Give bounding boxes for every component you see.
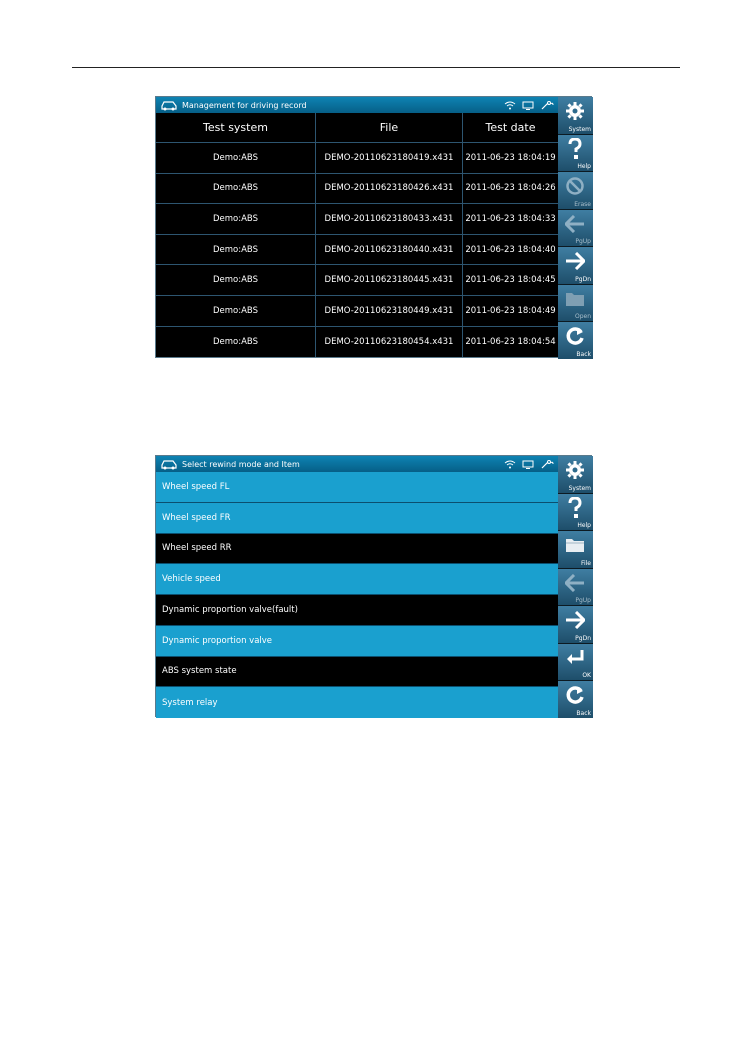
system-button-label: System bbox=[568, 484, 591, 492]
table-row[interactable] bbox=[156, 296, 558, 327]
record-table bbox=[156, 113, 558, 359]
question-icon bbox=[563, 138, 587, 160]
driving-record-screen bbox=[155, 96, 592, 358]
column-header-test-system[interactable]: Test system bbox=[156, 113, 316, 142]
ok-button-label: OK bbox=[582, 672, 591, 680]
pgup-button-label: PgUp bbox=[575, 238, 591, 246]
pgdn-button-label: PgDn bbox=[575, 275, 591, 283]
cell-test-date: 2011-06-23 18:04:45 bbox=[465, 275, 556, 286]
arrow-left-icon bbox=[563, 572, 587, 594]
back-button[interactable] bbox=[558, 681, 593, 718]
pgdn-button[interactable] bbox=[558, 247, 593, 285]
cell-file: DEMO-20110623180454.x431 bbox=[316, 327, 463, 358]
toolbar-sidebar bbox=[558, 97, 593, 359]
toolbar-sidebar bbox=[558, 456, 593, 718]
list-item[interactable]: ABS system state bbox=[156, 657, 558, 688]
column-header-test-date[interactable]: Test date bbox=[485, 121, 536, 134]
help-button-label: Help bbox=[577, 522, 591, 530]
cell-test-date: 2011-06-23 18:04:19 bbox=[465, 152, 556, 163]
file-button-label: File bbox=[580, 559, 591, 567]
list-item[interactable]: System relay bbox=[156, 687, 558, 718]
table-row[interactable] bbox=[156, 174, 558, 205]
help-button[interactable] bbox=[558, 494, 593, 532]
plug-icon bbox=[540, 460, 554, 469]
back-button-label: Back bbox=[576, 351, 591, 359]
system-button[interactable] bbox=[558, 97, 593, 135]
wifi-icon bbox=[504, 460, 516, 469]
column-header-file[interactable]: File bbox=[316, 113, 463, 142]
arrow-left-icon bbox=[563, 213, 587, 235]
cell-test-system: Demo:ABS bbox=[156, 235, 316, 265]
erase-button-label: Erase bbox=[574, 200, 591, 208]
cell-file: DEMO-20110623180419.x431 bbox=[316, 143, 463, 173]
table-row[interactable] bbox=[156, 327, 558, 358]
gear-icon bbox=[563, 100, 587, 122]
cell-test-system: Demo:ABS bbox=[156, 174, 316, 204]
prohibit-icon bbox=[563, 175, 587, 197]
plug-icon bbox=[540, 101, 554, 110]
arrow-right-icon bbox=[563, 250, 587, 272]
cell-file: DEMO-20110623180426.x431 bbox=[316, 174, 463, 204]
system-button[interactable] bbox=[558, 456, 593, 494]
cell-test-system: Demo:ABS bbox=[156, 296, 316, 326]
help-button-label: Help bbox=[577, 163, 591, 171]
folder-icon bbox=[563, 534, 587, 556]
cell-test-date: 2011-06-23 18:04:54 bbox=[465, 336, 556, 347]
titlebar bbox=[156, 456, 558, 472]
car-icon bbox=[160, 458, 178, 470]
page-header-rule bbox=[72, 67, 680, 68]
table-row[interactable] bbox=[156, 204, 558, 235]
pgdn-button-label: PgDn bbox=[575, 634, 591, 642]
arrow-right-icon bbox=[563, 609, 587, 631]
pgup-button-label: PgUp bbox=[575, 597, 591, 605]
back-button-label: Back bbox=[576, 710, 591, 718]
system-button-label: System bbox=[568, 125, 591, 133]
list-item[interactable]: Wheel speed FR bbox=[156, 503, 558, 534]
cell-test-system: Demo:ABS bbox=[156, 143, 316, 173]
question-icon bbox=[563, 497, 587, 519]
list-item[interactable]: Dynamic proportion valve(fault) bbox=[156, 595, 558, 626]
window-title: Management for driving record bbox=[182, 100, 307, 110]
table-header-row bbox=[156, 113, 558, 143]
list-item[interactable]: Wheel speed FL bbox=[156, 472, 558, 503]
cell-file: DEMO-20110623180433.x431 bbox=[316, 204, 463, 234]
monitor-icon bbox=[522, 460, 534, 469]
cell-test-date: 2011-06-23 18:04:40 bbox=[465, 244, 556, 255]
cell-test-system: Demo:ABS bbox=[156, 327, 316, 358]
cell-file: DEMO-20110623180445.x431 bbox=[316, 265, 463, 295]
help-button[interactable] bbox=[558, 135, 593, 173]
open-button-label: Open bbox=[574, 313, 591, 321]
file-button[interactable] bbox=[558, 531, 593, 569]
cell-file: DEMO-20110623180449.x431 bbox=[316, 296, 463, 326]
folder-icon bbox=[563, 288, 587, 310]
table-row[interactable] bbox=[156, 235, 558, 266]
rewind-item-list bbox=[156, 472, 558, 718]
list-item[interactable]: Dynamic proportion valve bbox=[156, 626, 558, 657]
table-row[interactable] bbox=[156, 265, 558, 296]
cell-test-system: Demo:ABS bbox=[156, 265, 316, 295]
cell-file: DEMO-20110623180440.x431 bbox=[316, 235, 463, 265]
cell-test-date: 2011-06-23 18:04:26 bbox=[465, 183, 556, 194]
gear-icon bbox=[563, 459, 587, 481]
cell-test-system: Demo:ABS bbox=[156, 204, 316, 234]
enter-icon bbox=[563, 647, 587, 669]
back-icon bbox=[563, 684, 587, 706]
car-icon bbox=[160, 99, 178, 111]
list-item[interactable]: Vehicle speed bbox=[156, 564, 558, 595]
titlebar bbox=[156, 97, 558, 113]
window-title: Select rewind mode and Item bbox=[182, 459, 300, 469]
erase-button[interactable] bbox=[558, 172, 593, 210]
pgup-button[interactable] bbox=[558, 210, 593, 248]
back-icon bbox=[563, 325, 587, 347]
rewind-select-screen bbox=[155, 455, 592, 717]
list-item[interactable]: Wheel speed RR bbox=[156, 534, 558, 565]
cell-test-date: 2011-06-23 18:04:33 bbox=[465, 213, 556, 224]
pgdn-button[interactable] bbox=[558, 606, 593, 644]
pgup-button[interactable] bbox=[558, 569, 593, 607]
back-button[interactable] bbox=[558, 322, 593, 359]
wifi-icon bbox=[504, 101, 516, 110]
open-button[interactable] bbox=[558, 285, 593, 323]
table-row[interactable] bbox=[156, 143, 558, 174]
cell-test-date: 2011-06-23 18:04:49 bbox=[465, 305, 556, 316]
monitor-icon bbox=[522, 101, 534, 110]
ok-button[interactable] bbox=[558, 644, 593, 682]
